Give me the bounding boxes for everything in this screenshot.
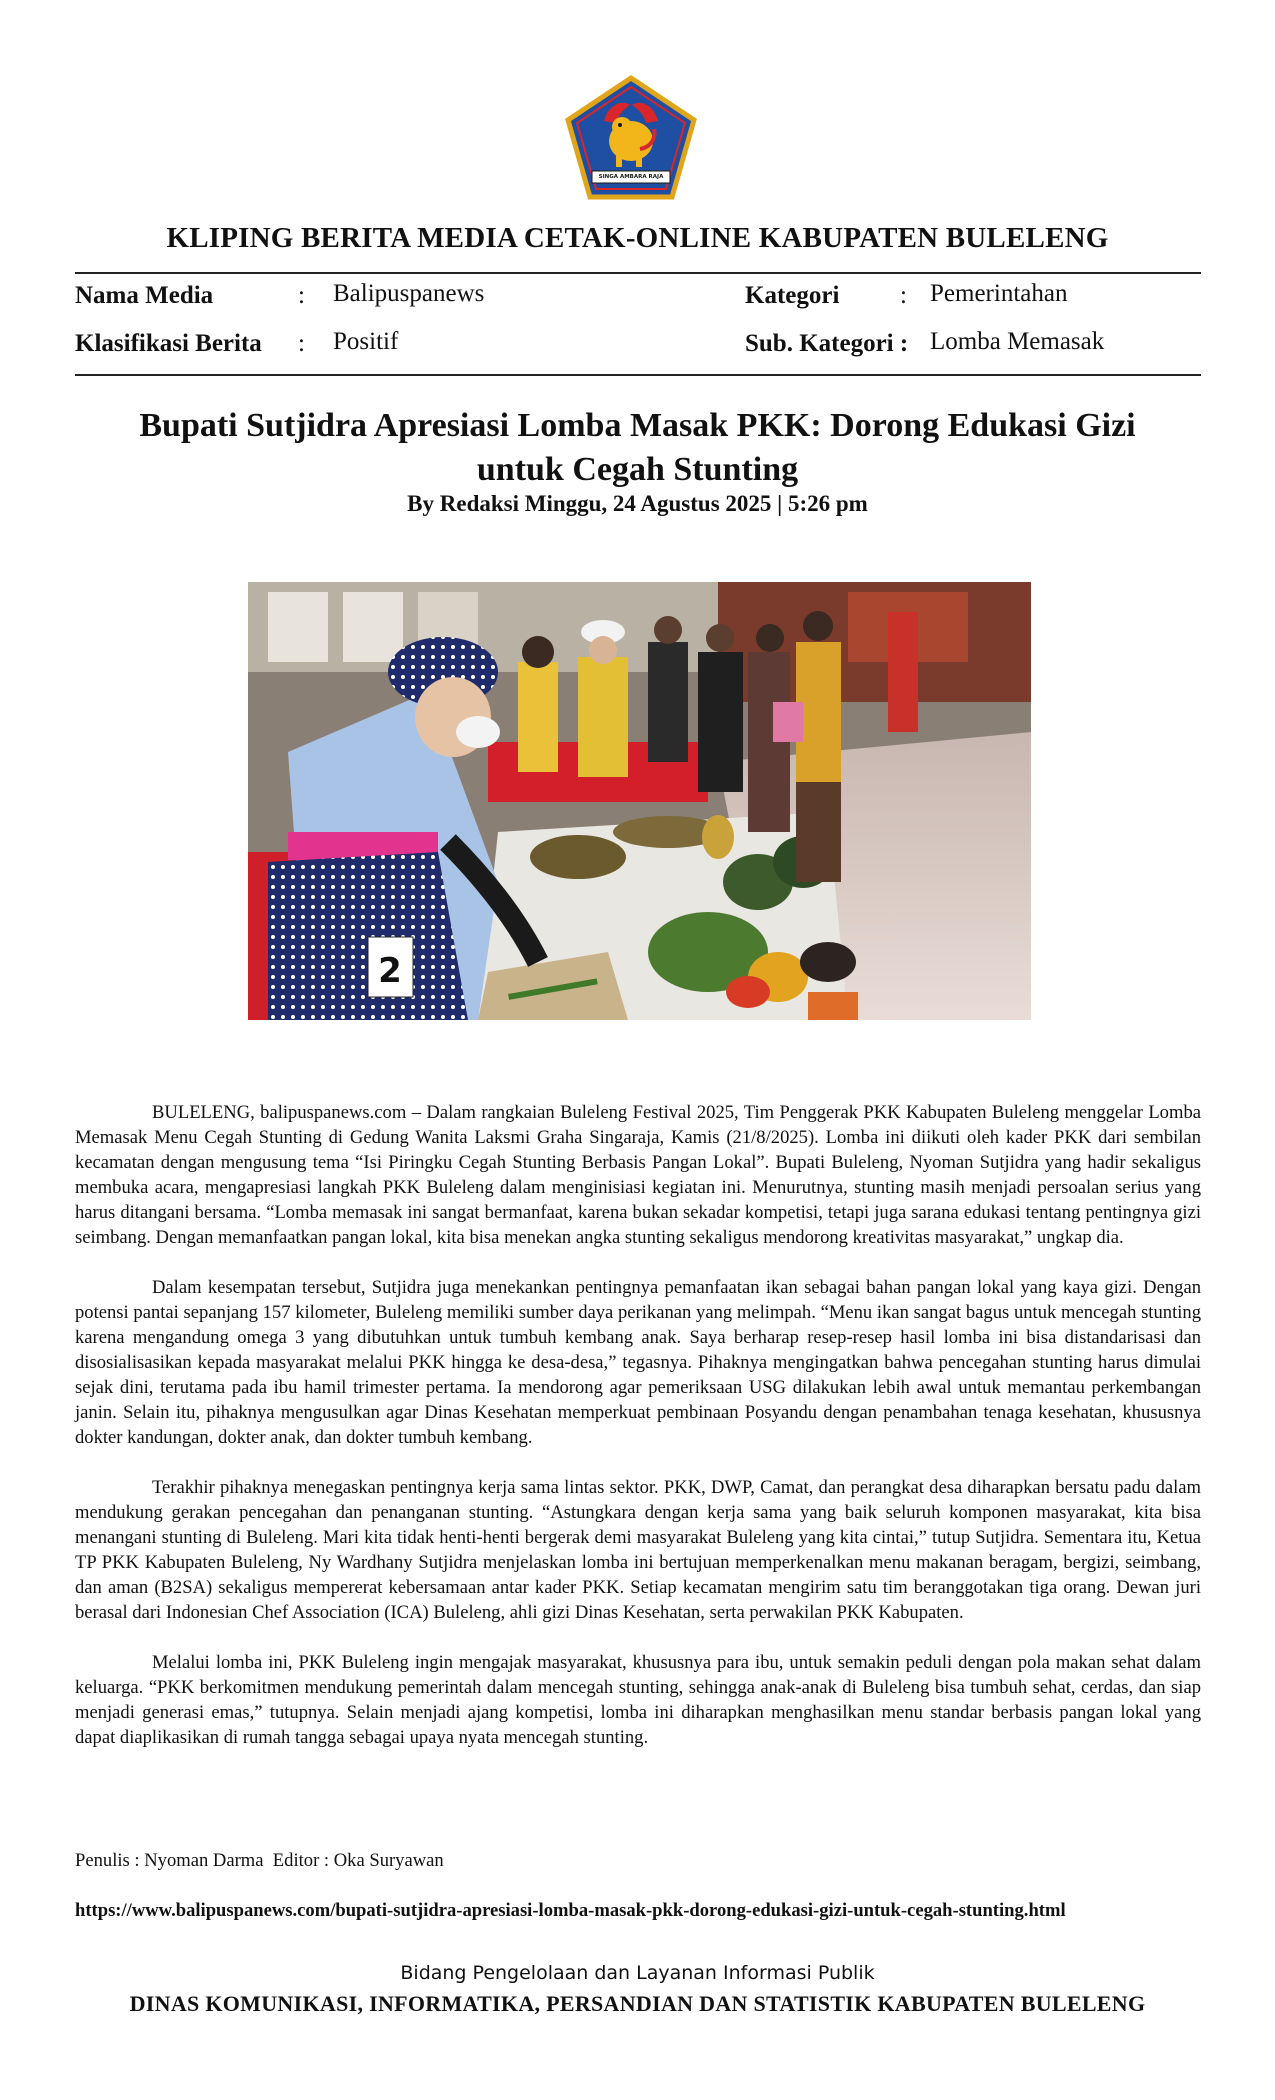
article-title: Bupati Sutjidra Apresiasi Lomba Masak PKK: Dorong Edukasi Gizi untuk Cegah Stunting — [139, 407, 1136, 488]
media-label: Nama Media — [75, 282, 214, 309]
header-rule-top — [75, 272, 1201, 274]
article-credits: Penulis : Nyoman Darma Editor : Oka Suryawan — [75, 1850, 444, 1871]
article-paragraph-3: Terakhir pihaknya menegaskan pentingnya kerja sama lintas sektor. PKK, DWP, Camat, dan perangkat desa diharapkan bersatu padu dalam mendukung gerakan pencegahan dan penanganan stunting. “Astungkara dengan kerja sama yang baik seluruh komponen masyarakat, kita bisa menangani stunting di Buleleng. Mari kita tidak henti-henti bergerak demi masyarakat Buleleng yang kita cintai,” tutup Sutjidra. Sementara itu, Ketua TP PKK Kabupaten Buleleng, Ny Wardhany Sutjidra menjelaskan lomba ini bertujuan memperkenalkan menu makanan beragam, bergizi, seimbang, dan aman (B2SA) sekaligus mempererat kebersamaan antar kader PKK. Setiap kecamatan mengirim satu tim beranggotakan tiga orang. Dewan juri berasal dari Indonesian Chef Association (ICA) Buleleng, ahli gizi Dinas Kesehatan, serta perwakilan PKK Kabupaten. — [75, 1477, 1201, 1623]
media-name-row — [75, 282, 213, 310]
media-colon: : — [298, 282, 305, 309]
klasifikasi-colon: : — [298, 330, 305, 357]
article-paragraph-1: BULELENG, balipuspanews.com – Dalam rangkaian Buleleng Festival 2025, Tim Penggerak PKK Kabupaten Buleleng menggelar Lomba Memasak Menu Cegah Stunting di Gedung Wanita Laksmi Graha Singaraja, Kamis (21/8/2025). Lomba ini diikuti oleh kader PKK dari sembilan kecamatan dengan mengusung tema “Isi Piringku Cegah Stunting Berbasis Pangan Lokal”. Bupati Buleleng, Nyoman Sutjidra yang hadir sekaligus membuka acara, mengapresiasi langkah PKK Buleleng dalam menginisiasi kegiatan ini. Menurutnya, stunting masih menjadi persoalan serius yang harus ditangani bersama. “Lomba memasak ini sangat bermanfaat, karena bukan sekadar kompetisi, tetapi juga sarana edukasi tentang pentingnya gizi seimbang. Dengan memanfaatkan pangan lokal, kita bisa menekan angka stunting sekaligus mendorong kreativitas masyarakat,” ungkap dia. — [75, 1102, 1201, 1248]
article-paragraph-2: Dalam kesempatan tersebut, Sutjidra juga menekankan pentingnya pemanfaatan ikan sebagai bahan pangan lokal yang kaya gizi. Dengan potensi pantai sepanjang 157 kilometer, Buleleng memiliki sumber daya perikanan yang melimpah. “Menu ikan sangat bagus untuk mencegah stunting karena mengandung omega 3 yang dibutuhkan untuk tumbuh kembang anak. Saya berharap resep-resep hasil lomba ini bisa distandarisasi dan disosialisasikan kepada masyarakat melalui PKK hingga ke desa-desa,” tegasnya. Pihaknya mengingatkan bahwa pencegahan stunting harus dimulai sejak dini, terutama pada ibu hamil trimester pertama. Ia mendorong agar pemeriksaan USG dilakukan lebih awal untuk memantau perkembangan janin. Selain itu, pihaknya mengusulkan agar Dinas Kesehatan memperkuat pembinaan Posyandu dengan penambahan tenaga kesehatan, khususnya dokter kandungan, dokter anak, dan dokter tumbuh kembang. — [75, 1277, 1201, 1448]
media-value: Balipuspanews — [333, 280, 485, 307]
footer-department: DINAS KOMUNIKASI, INFORMATIKA, PERSANDIAN DAN STATISTIK KABUPATEN BULELENG — [129, 1991, 1146, 2016]
header-rule-bottom — [75, 374, 1201, 376]
crest-motto: SINGA AMBARA RAJA — [598, 174, 664, 180]
klasifikasi-value: Positif — [333, 328, 399, 355]
article-paragraph-4: Melalui lomba ini, PKK Buleleng ingin mengajak masyarakat, khususnya para ibu, untuk semakin peduli dengan pola makan sehat dalam keluarga. “PKK berkomitmen mendukung pemerintah dalam mencegah stunting, sehingga anak-anak di Buleleng bisa tumbuh sehat, cerdas, dan siap menjadi generasi emas,” tutupnya. Selain menjadi ajang kompetisi, lomba ini diharapkan menghasilkan menu standar berbasis pangan lokal yang dapat diaplikasikan di rumah tangga sebagai upaya nyata mencegah stunting. — [75, 1652, 1201, 1748]
clipping-header-title: KLIPING BERITA MEDIA CETAK-ONLINE KABUPATEN BULELENG — [166, 222, 1109, 254]
subkategori-value: Lomba Memasak — [930, 328, 1105, 355]
kategori-value: Pemerintahan — [930, 280, 1068, 307]
kategori-label: Kategori — [745, 282, 840, 309]
article-body — [75, 1100, 1201, 1775]
contestant-number: 2 — [378, 951, 402, 991]
klasifikasi-label: Klasifikasi Berita — [75, 330, 262, 357]
article-byline: By Redaksi Minggu, 24 Agustus 2025 | 5:26 pm — [407, 491, 868, 516]
buleleng-regency-crest-icon — [564, 75, 698, 201]
subkategori-label: Sub. Kategori : — [745, 330, 909, 357]
kategori-colon: : — [900, 282, 907, 309]
footer-division: Bidang Pengelolaan dan Layanan Informasi Publik — [400, 1962, 875, 1984]
article-photo — [248, 582, 1031, 1020]
source-url-link[interactable]: https://www.balipuspanews.com/bupati-sutjidra-apresiasi-lomba-masak-pkk-dorong-edukasi-gizi-untuk-cegah-stunting.html — [75, 1900, 1066, 1921]
